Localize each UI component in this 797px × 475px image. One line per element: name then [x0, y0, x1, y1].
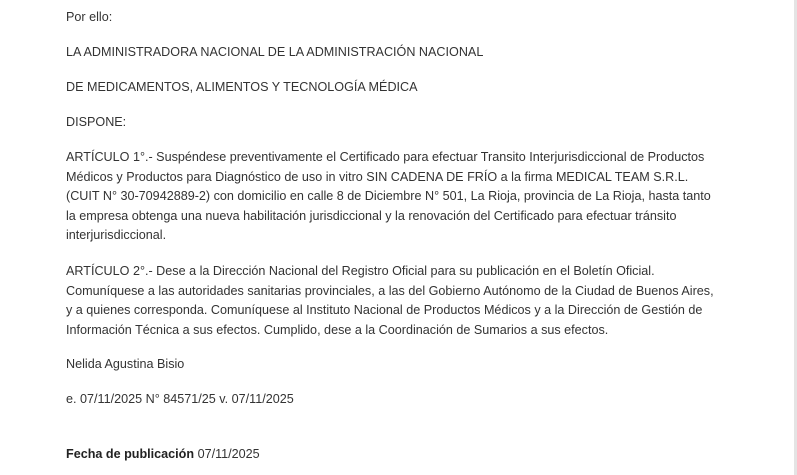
articulo-2-paragraph: [66, 262, 744, 340]
articulo-2-line: Comuníquese a las autoridades sanitarias provinciales, a las del Gobierno Autónomo de la Ciudad de Buenos Aires,: [66, 283, 714, 298]
articulo-2-line: y a quienes corresponda. Comuníquese al Instituto Nacional de Productos Médicos y a la Dirección de Gestión de: [66, 303, 703, 317]
articulo-1-line: Médicos y Productos para Diagnóstico de uso in vitro SIN CADENA DE FRÍO a la firma MEDICAL TEAM S.R.L.: [66, 169, 689, 184]
articulo-1-line: ARTÍCULO 1°.- Suspéndese preventivamente el Certificado para efectuar Transito Interjurisdiccional de Productos: [66, 150, 705, 164]
articulo-2-line: ARTÍCULO 2°.- Dese a la Dirección Nacional del Registro Oficial para su publicación en el Boletín Oficial.: [66, 264, 655, 278]
articulo-1-line: interjurisdiccional.: [66, 228, 167, 242]
por-ello-text: Por ello:: [66, 10, 113, 24]
dispone-heading: DISPONE:: [66, 115, 127, 129]
articulo-2-line: Información Técnica a sus efectos. Cumplido, dese a la Coordinación de Sumarios a sus efectos.: [66, 322, 609, 337]
signatory-name: Nelida Agustina Bisio: [66, 357, 185, 371]
articulo-1-paragraph: [66, 148, 744, 246]
edition-reference: e. 07/11/2025 N° 84571/25 v. 07/11/2025: [66, 392, 294, 406]
publication-date-value: 07/11/2025: [197, 447, 260, 461]
publication-date-label: Fecha de publicación: [66, 447, 195, 461]
authority-title-line-2: DE MEDICAMENTOS, ALIMENTOS Y TECNOLOGÍA MÉDICA: [66, 80, 418, 94]
publication-date-row: [66, 447, 260, 462]
articulo-1-line: (CUIT N° 30-70942889-2) con domicilio en calle 8 de Diciembre N° 501, La Rioja, provincia de La Rioja, hasta tanto: [66, 189, 711, 203]
authority-title-line-1: LA ADMINISTRADORA NACIONAL DE LA ADMINISTRACIÓN NACIONAL: [66, 45, 484, 59]
articulo-1-line: la empresa obtenga una nueva habilitación jurisdiccional y la renovación del Certificado para efectuar tránsito: [66, 208, 677, 223]
